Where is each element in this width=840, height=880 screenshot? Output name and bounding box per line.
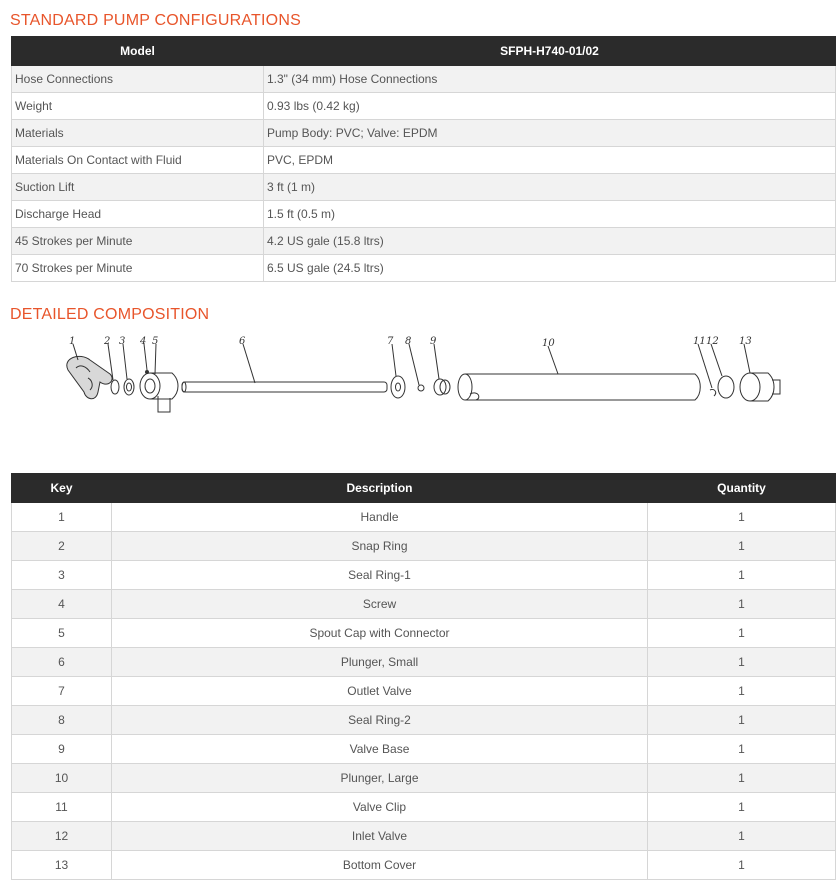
composition-row-description: Plunger, Small <box>112 648 648 677</box>
composition-row-description: Plunger, Large <box>112 764 648 793</box>
config-row-label: 70 Strokes per Minute <box>12 255 264 282</box>
config-row <box>12 120 836 147</box>
composition-row-quantity: 1 <box>648 793 836 822</box>
spout-cap-part-drawing <box>140 373 178 412</box>
config-row-value: 1.5 ft (0.5 m) <box>264 201 836 228</box>
composition-row-description: Valve Base <box>112 735 648 764</box>
config-row-label: Materials On Contact with Fluid <box>12 147 264 174</box>
composition-header-quantity: Quantity <box>648 474 836 503</box>
composition-row <box>12 503 836 532</box>
handle-part-drawing <box>67 356 112 398</box>
diagram-label-2: 2 <box>104 336 111 347</box>
composition-row <box>12 735 836 764</box>
composition-row-key: 9 <box>12 735 112 764</box>
config-row-value: 0.93 lbs (0.42 kg) <box>264 93 836 120</box>
config-row <box>12 201 836 228</box>
diagram-label-3: 3 <box>119 336 126 347</box>
composition-row-description: Outlet Valve <box>112 677 648 706</box>
composition-row-description: Valve Clip <box>112 793 648 822</box>
composition-row-key: 3 <box>12 561 112 590</box>
config-header-value: SFPH-H740-01/02 <box>264 37 836 66</box>
composition-row <box>12 619 836 648</box>
config-row-label: 45 Strokes per Minute <box>12 228 264 255</box>
config-row <box>12 174 836 201</box>
diagram-label-11: 11 <box>693 336 706 347</box>
config-row-label: Discharge Head <box>12 201 264 228</box>
composition-row <box>12 851 836 880</box>
composition-row <box>12 793 836 822</box>
composition-row-description: Seal Ring-2 <box>112 706 648 735</box>
large-plunger-part-drawing <box>458 374 700 400</box>
config-row <box>12 66 836 93</box>
diagram-label-10: 10 <box>542 338 555 349</box>
composition-row-key: 5 <box>12 619 112 648</box>
snap-ring-part-drawing <box>111 380 119 394</box>
config-row-value: 3 ft (1 m) <box>264 174 836 201</box>
composition-row-description: Snap Ring <box>112 532 648 561</box>
config-row-value: 1.3" (34 mm) Hose Connections <box>264 66 836 93</box>
composition-header-row <box>12 474 836 503</box>
outlet-valve-part-drawing <box>391 376 405 398</box>
config-header-row <box>12 37 836 66</box>
config-table <box>11 36 836 282</box>
seal-ring-1-part-drawing <box>124 379 134 395</box>
composition-row-description: Seal Ring-1 <box>112 561 648 590</box>
inlet-valve-part-drawing <box>718 376 734 398</box>
composition-row-quantity: 1 <box>648 532 836 561</box>
composition-row-quantity: 1 <box>648 590 836 619</box>
composition-row-quantity: 1 <box>648 561 836 590</box>
composition-row-key: 8 <box>12 706 112 735</box>
composition-row-quantity: 1 <box>648 764 836 793</box>
diagram-label-8: 8 <box>405 336 412 347</box>
composition-row-key: 7 <box>12 677 112 706</box>
composition-row-description: Handle <box>112 503 648 532</box>
diagram-label-4: 4 <box>140 336 147 347</box>
config-row-value: PVC, EPDM <box>264 147 836 174</box>
composition-table <box>11 473 836 880</box>
config-row-label: Materials <box>12 120 264 147</box>
composition-row-description: Screw <box>112 590 648 619</box>
diagram-label-7: 7 <box>387 336 394 347</box>
config-section-title: STANDARD PUMP CONFIGURATIONS <box>10 12 301 29</box>
composition-section-title: DETAILED COMPOSITION <box>10 306 210 323</box>
valve-base-part-drawing <box>434 379 450 395</box>
composition-row-quantity: 1 <box>648 851 836 880</box>
config-row-label: Suction Lift <box>12 174 264 201</box>
composition-row-quantity: 1 <box>648 735 836 764</box>
composition-row <box>12 822 836 851</box>
diagram-label-12: 12 <box>706 336 719 347</box>
diagram-label-13: 13 <box>739 336 752 347</box>
composition-row-key: 12 <box>12 822 112 851</box>
composition-row <box>12 561 836 590</box>
composition-header-key: Key <box>12 474 112 503</box>
composition-row <box>12 706 836 735</box>
valve-clip-part-drawing <box>710 389 716 396</box>
config-row-value: Pump Body: PVC; Valve: EPDM <box>264 120 836 147</box>
composition-row <box>12 532 836 561</box>
diagram-label-6: 6 <box>239 336 246 347</box>
composition-row-key: 4 <box>12 590 112 619</box>
diagram-label-9: 9 <box>430 336 437 347</box>
composition-row-quantity: 1 <box>648 503 836 532</box>
config-row <box>12 147 836 174</box>
config-row-value: 6.5 US gale (24.5 ltrs) <box>264 255 836 282</box>
composition-row-key: 11 <box>12 793 112 822</box>
composition-row-key: 13 <box>12 851 112 880</box>
composition-row-key: 1 <box>12 503 112 532</box>
composition-header-description: Description <box>112 474 648 503</box>
config-header-model: Model <box>12 37 264 66</box>
composition-row-description: Bottom Cover <box>112 851 648 880</box>
small-plunger-part-drawing <box>182 382 387 392</box>
bottom-cover-part-drawing <box>740 373 780 401</box>
composition-row-quantity: 1 <box>648 619 836 648</box>
diagram-label-5: 5 <box>152 336 159 347</box>
composition-row-description: Spout Cap with Connector <box>112 619 648 648</box>
composition-row-quantity: 1 <box>648 706 836 735</box>
config-row-label: Hose Connections <box>12 66 264 93</box>
composition-row-description: Inlet Valve <box>112 822 648 851</box>
config-row <box>12 93 836 120</box>
config-row <box>12 255 836 282</box>
pump-exploded-diagram <box>50 330 790 420</box>
composition-row <box>12 764 836 793</box>
seal-ring-2-part-drawing <box>418 385 424 391</box>
composition-row-quantity: 1 <box>648 677 836 706</box>
config-row-value: 4.2 US gale (15.8 ltrs) <box>264 228 836 255</box>
composition-row <box>12 590 836 619</box>
composition-row <box>12 648 836 677</box>
config-row-label: Weight <box>12 93 264 120</box>
composition-row <box>12 677 836 706</box>
composition-row-quantity: 1 <box>648 648 836 677</box>
composition-row-quantity: 1 <box>648 822 836 851</box>
composition-row-key: 10 <box>12 764 112 793</box>
config-row <box>12 228 836 255</box>
composition-row-key: 2 <box>12 532 112 561</box>
diagram-label-1: 1 <box>69 336 76 347</box>
composition-row-key: 6 <box>12 648 112 677</box>
